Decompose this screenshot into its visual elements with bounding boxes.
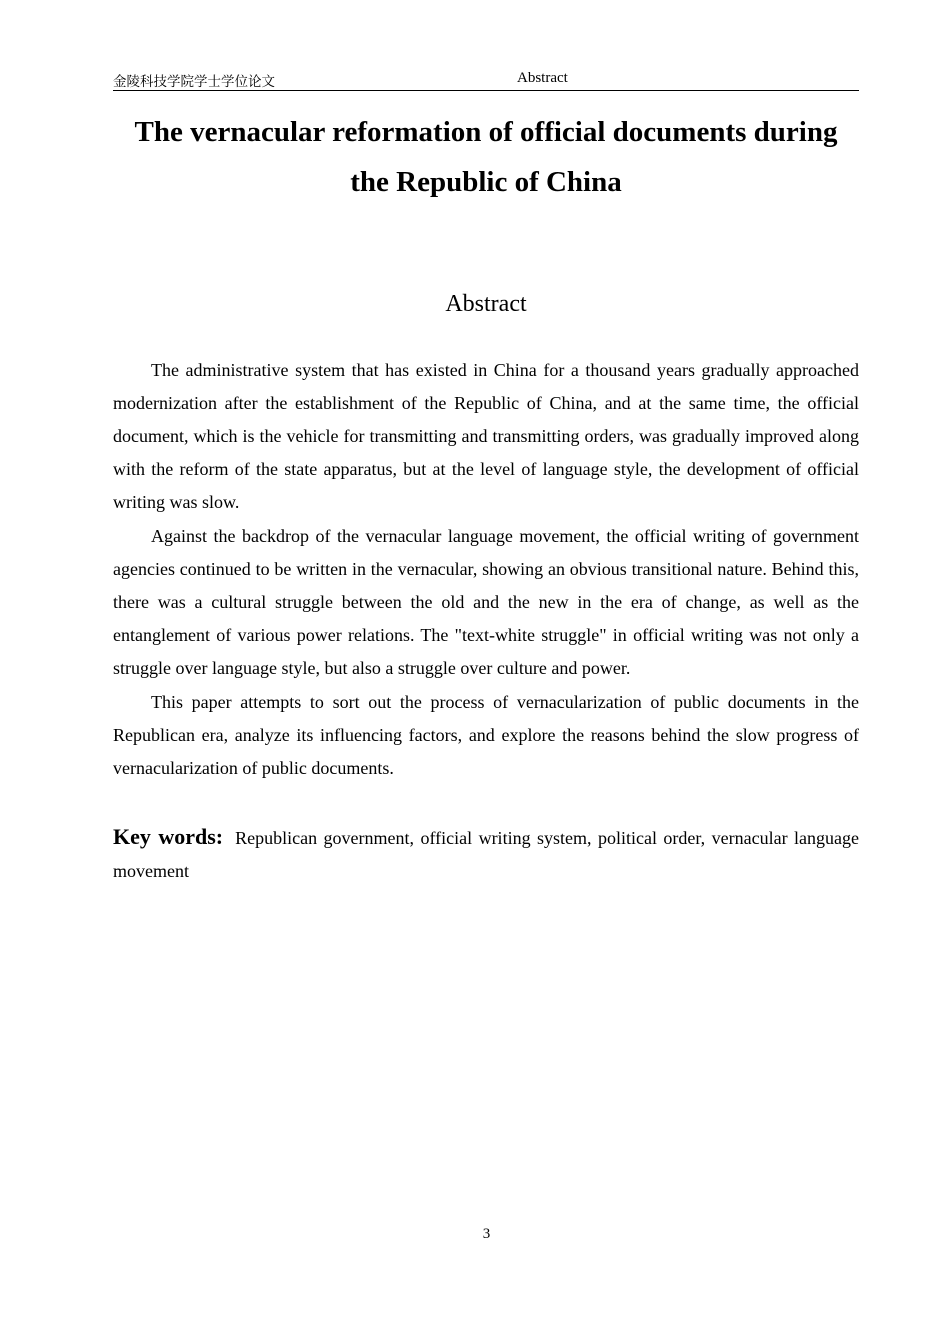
abstract-paragraph-3: This paper attempts to sort out the process of vernacularization of public documents in the Republican era, analyze its influencing factors, and explore the reasons behind the slow progress of vernacularization of public documents.	[113, 692, 859, 778]
header-section-title: Abstract	[517, 70, 568, 86]
thesis-title: The vernacular reformation of official documents during the Republic of China	[134, 116, 838, 198]
abstract-paragraph-1: The administrative system that has existed in China for a thousand years gradually approached modernization after the establishment of the Republic of China, and at the same time, the official document, which is the vehicle for transmitting and transmitting orders, was gradually improved along with the reform of the state apparatus, but at the level of language style, the development of official writing was slow.	[113, 360, 859, 512]
running-header	[113, 68, 859, 91]
page-number: 3	[482, 1226, 491, 1242]
keywords-label: Key words:	[113, 824, 224, 849]
header-school-name: 金陵科技学院学士学位论文	[113, 74, 275, 90]
abstract-paragraph-2: Against the backdrop of the vernacular language movement, the official writing of government agencies continued to be written in the vernacular, showing an obvious transitional nature. Behind this, there was a cultural struggle between the old and the new in the era of change, as well as the entanglement of various power relations. The "text-white struggle" in official writing was not only a struggle over language style, but also a struggle over culture and power.	[113, 526, 859, 678]
keywords-text: Republican government, official writing system, political order, vernacular language movement	[113, 828, 859, 881]
abstract-heading: Abstract	[445, 291, 527, 317]
keywords-section	[113, 820, 859, 888]
abstract-body	[113, 354, 859, 786]
